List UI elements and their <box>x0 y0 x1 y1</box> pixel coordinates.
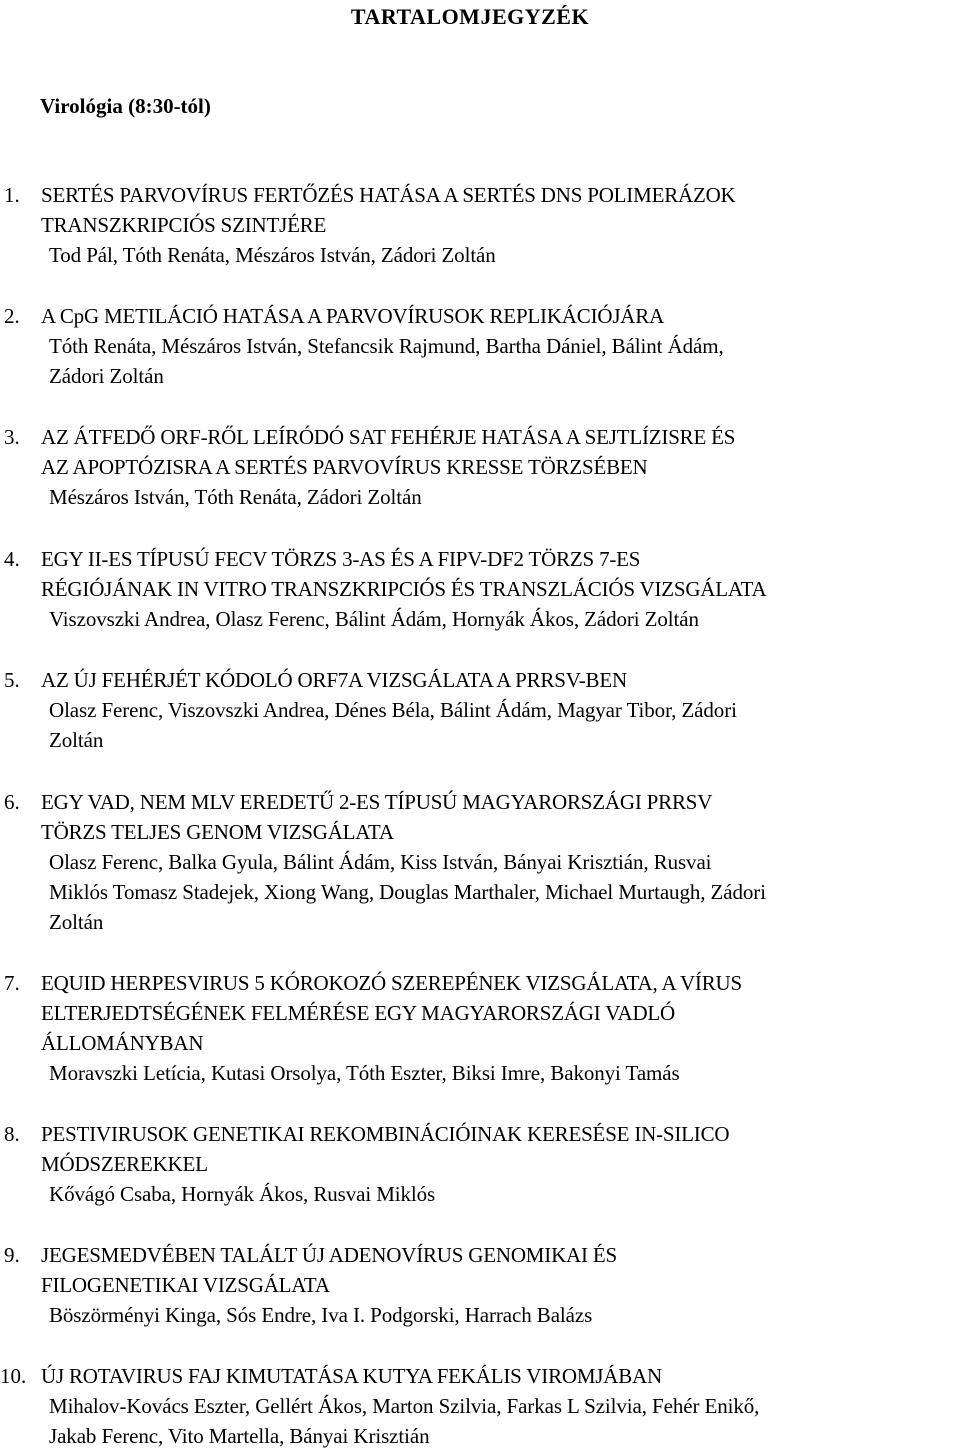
toc-entry <box>0 787 960 937</box>
entry-authors <box>49 604 958 634</box>
entry-title <box>41 422 958 482</box>
entry-body <box>41 1240 958 1330</box>
entry-title-line: MÓDSZEREKKEL <box>41 1152 208 1176</box>
entry-number: 7. <box>4 971 20 995</box>
entry-title <box>41 301 958 331</box>
entry-title <box>41 665 958 695</box>
entry-authors-line: Kővágó Csaba, Hornyák Ákos, Rusvai Miklós <box>49 1182 436 1206</box>
entry-title <box>41 968 958 1058</box>
entry-body <box>41 422 958 512</box>
entry-number: 1. <box>4 183 20 207</box>
entry-authors-line: Viszovszki Andrea, Olasz Ferenc, Bálint Ádám, Hornyák Ákos, Zádori Zoltán <box>49 607 699 631</box>
entry-authors-line: Zádori Zoltán <box>49 364 164 388</box>
toc-entry <box>0 968 960 1088</box>
entry-title <box>41 1361 958 1391</box>
entry-title-line: EQUID HERPESVIRUS 5 KÓROKOZÓ SZEREPÉNEK VIZSGÁLATA, A VÍRUS <box>41 971 742 995</box>
toc-entry <box>0 1119 960 1209</box>
entry-authors-line: Tóth Renáta, Mészáros István, Stefancsik Rajmund, Bartha Dániel, Bálint Ádám, <box>49 334 724 358</box>
entry-authors-line: Jakab Ferenc, Vito Martella, Bányai Krisztián <box>49 1424 430 1448</box>
entry-authors <box>49 847 958 937</box>
entry-number: 8. <box>4 1122 20 1146</box>
toc-entry <box>0 1361 960 1451</box>
entry-title-line: ÚJ ROTAVIRUS FAJ KIMUTATÁSA KUTYA FEKÁLIS VIROMJÁBAN <box>41 1364 662 1388</box>
toc-entry-list <box>0 180 960 1451</box>
entry-title-line: A CpG METILÁCIÓ HATÁSA A PARVOVÍRUSOK REPLIKÁCIÓJÁRA <box>41 304 665 328</box>
toc-entry <box>0 422 960 512</box>
entry-title-line: SERTÉS PARVOVÍRUS FERTŐZÉS HATÁSA A SERTÉS DNS POLIMERÁZOK <box>41 183 736 207</box>
entry-title-line: ELTERJEDTSÉGÉNEK FELMÉRÉSE EGY MAGYARORSZÁGI VADLÓ <box>41 1001 676 1025</box>
entry-title-line: RÉGIÓJÁNAK IN VITRO TRANSZKRIPCIÓS ÉS TRANSZLÁCIÓS VIZSGÁLATA <box>41 577 767 601</box>
entry-authors-line: Mihalov-Kovács Eszter, Gellért Ákos, Marton Szilvia, Farkas L Szilvia, Fehér Enikő, <box>49 1394 760 1418</box>
entry-number: 3. <box>4 425 20 449</box>
entry-authors-line: Böszörményi Kinga, Sós Endre, Iva I. Podgorski, Harrach Balázs <box>49 1303 593 1327</box>
entry-authors-line: Mészáros István, Tóth Renáta, Zádori Zoltán <box>49 485 422 509</box>
toc-entry <box>0 301 960 391</box>
entry-body <box>41 1119 958 1209</box>
entry-number: 9. <box>4 1243 20 1267</box>
entry-title-line: AZ ÁTFEDŐ ORF-RŐL LEÍRÓDÓ SAT FEHÉRJE HATÁSA A SEJTLÍZISRE ÉS <box>41 425 736 449</box>
entry-title-line: FILOGENETIKAI VIZSGÁLATA <box>41 1273 330 1297</box>
entry-body <box>41 301 958 391</box>
entry-authors <box>49 240 958 270</box>
toc-entry <box>0 1240 960 1330</box>
entry-number: 2. <box>4 304 20 328</box>
entry-body <box>41 1361 958 1451</box>
entry-title <box>41 1119 958 1179</box>
entry-number: 6. <box>4 790 20 814</box>
entry-title-line: AZ APOPTÓZISRA A SERTÉS PARVOVÍRUS KRESSE TÖRZSÉBEN <box>41 455 648 479</box>
entry-body <box>41 787 958 937</box>
entry-authors <box>49 1300 958 1330</box>
entry-authors <box>49 1179 958 1209</box>
entry-number: 10. <box>0 1364 27 1388</box>
entry-authors-line: Olasz Ferenc, Balka Gyula, Bálint Ádám, Kiss István, Bányai Krisztián, Rusvai <box>49 850 712 874</box>
entry-authors <box>49 331 958 391</box>
entry-title-line: TRANSZKRIPCIÓS SZINTJÉRE <box>41 213 327 237</box>
entry-authors <box>49 482 958 512</box>
entry-title-line: AZ ÚJ FEHÉRJÉT KÓDOLÓ ORF7A VIZSGÁLATA A PRRSV-BEN <box>41 668 627 692</box>
entry-number: 4. <box>4 547 20 571</box>
entry-authors <box>49 1391 958 1451</box>
toc-entry <box>0 544 960 634</box>
toc-entry <box>0 665 960 755</box>
entry-title-line: ÁLLOMÁNYBAN <box>41 1031 204 1055</box>
entry-title <box>41 787 958 847</box>
entry-title-line: EGY VAD, NEM MLV EREDETŰ 2-ES TÍPUSÚ MAGYARORSZÁGI PRRSV <box>41 790 713 814</box>
entry-title-line: PESTIVIRUSOK GENETIKAI REKOMBINÁCIÓINAK KERESÉSE IN-SILICO <box>41 1122 730 1146</box>
page-title: TARTALOMJEGYZÉK <box>350 4 590 29</box>
entry-body <box>41 180 958 270</box>
entry-body <box>41 544 958 634</box>
entry-authors-line: Olasz Ferenc, Viszovszki Andrea, Dénes Béla, Bálint Ádám, Magyar Tibor, Zádori <box>49 698 737 722</box>
entry-authors-line: Tod Pál, Tóth Renáta, Mészáros István, Zádori Zoltán <box>49 243 496 267</box>
entry-authors-line: Moravszki Letícia, Kutasi Orsolya, Tóth Eszter, Biksi Imre, Bakonyi Tamás <box>49 1061 680 1085</box>
entry-title <box>41 544 958 604</box>
section-heading: Virológia (8:30-tól) <box>40 94 211 118</box>
entry-authors-line: Miklós Tomasz Stadejek, Xiong Wang, Douglas Marthaler, Michael Murtaugh, Zádori <box>49 880 766 904</box>
entry-authors <box>49 695 958 755</box>
entry-authors-line: Zoltán <box>49 728 104 752</box>
entry-authors-line: Zoltán <box>49 910 104 934</box>
entry-title-line: JEGESMEDVÉBEN TALÁLT ÚJ ADENOVÍRUS GENOMIKAI ÉS <box>41 1243 617 1267</box>
entry-authors <box>49 1058 958 1088</box>
entry-title <box>41 180 958 240</box>
entry-title <box>41 1240 958 1300</box>
entry-body <box>41 968 958 1088</box>
entry-title-line: TÖRZS TELJES GENOM VIZSGÁLATA <box>41 820 394 844</box>
entry-body <box>41 665 958 755</box>
entry-number: 5. <box>4 668 20 692</box>
entry-title-line: EGY II-ES TÍPUSÚ FECV TÖRZS 3-AS ÉS A FIPV-DF2 TÖRZS 7-ES <box>41 547 641 571</box>
toc-entry <box>0 180 960 270</box>
